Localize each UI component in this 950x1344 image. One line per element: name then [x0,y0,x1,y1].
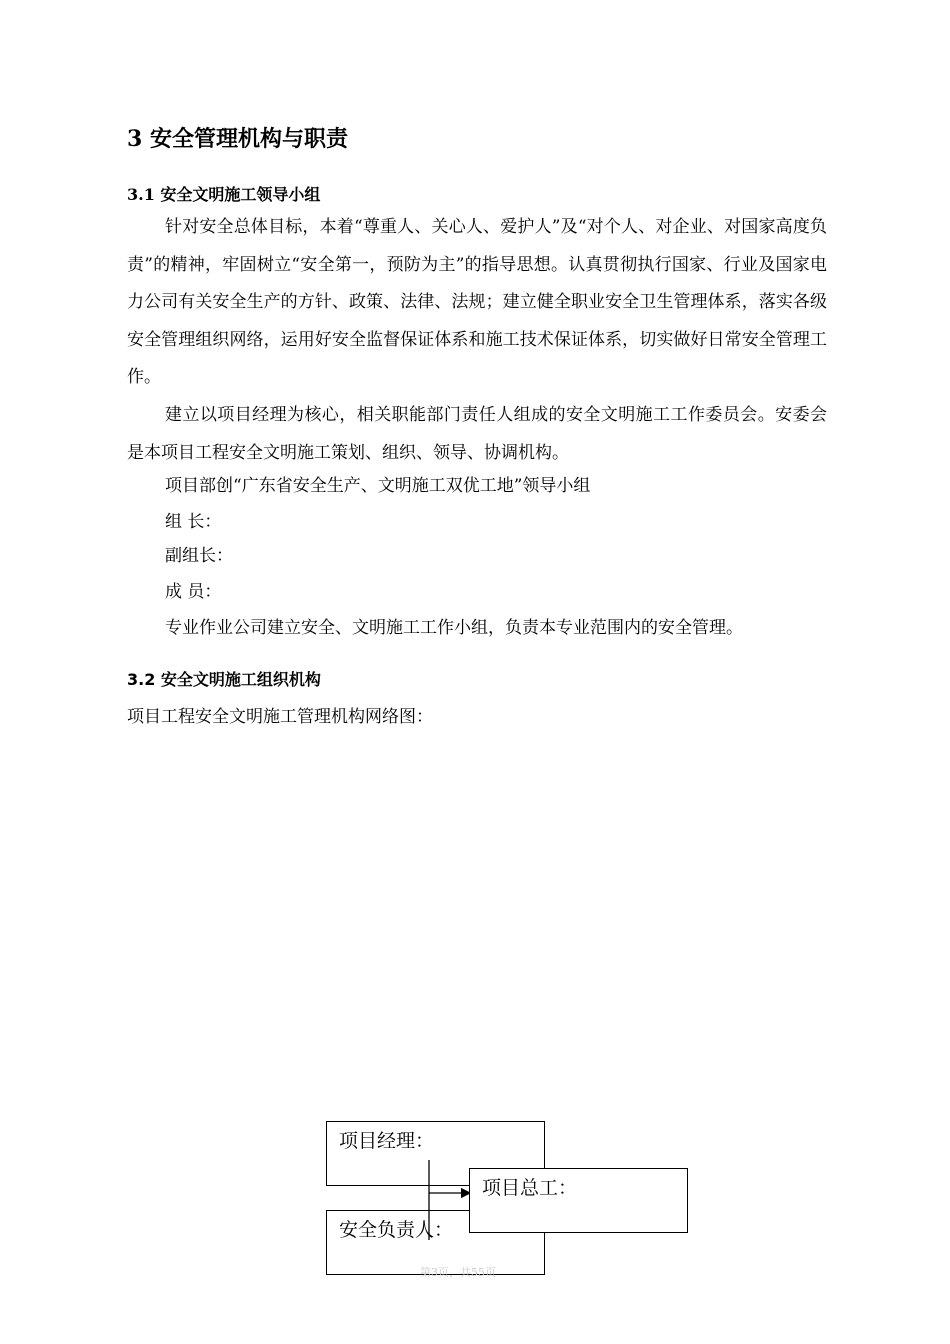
subsection-title-organization: 3.2 安全文明施工组织机构 [127,670,321,689]
deputy-leader-line: 副组长： [165,546,233,566]
paragraph-safety-goals: 针对安全总体目标，本着“尊重人、关心人、爱护人”及“对个人、对企业、对国家高度负责”的精神，牢固树立“安全第一，预防为主”的指导思想。认真贯彻执行国家、行业及国家电力公司有关安全生产的方针、政策、法律、法规；建立健全职业安全卫生管理体系，落实各级安全管理组织网络，运用好安全监督保证体系和施工技术保证体系，切实做好日常安全管理工作。 [127,217,827,387]
page-footer: 第3页，共55页 [420,1266,496,1279]
members-line: 成 员： [165,582,222,602]
group-leader-line: 组 长： [165,512,222,532]
paragraph-committee: 建立以项目经理为核心，相关职能部门责任人组成的安全文明施工工作委员会。安委会是本项目工程安全文明施工策划、组织、领导、协调机构。 [127,405,827,463]
team-note-line: 专业作业公司建立安全、文明施工工作小组，负责本专业范围内的安全管理。 [165,618,743,638]
org-label-project-manager: 项目经理： [339,1130,435,1152]
subsection-title-leadership: 3.1 安全文明施工领导小组 [127,185,321,204]
org-chart-caption: 项目工程安全文明施工管理机构网络图： [127,707,433,727]
leadership-group-line: 项目部创“广东省安全生产、文明施工双优工地”领导小组 [165,476,591,496]
section-title: 3 安全管理机构与职责 [127,126,348,152]
org-label-chief-engineer: 项目总工： [482,1177,578,1199]
org-box-chief-engineer [469,1168,688,1233]
org-label-safety-officer: 安全负责人： [339,1219,454,1241]
